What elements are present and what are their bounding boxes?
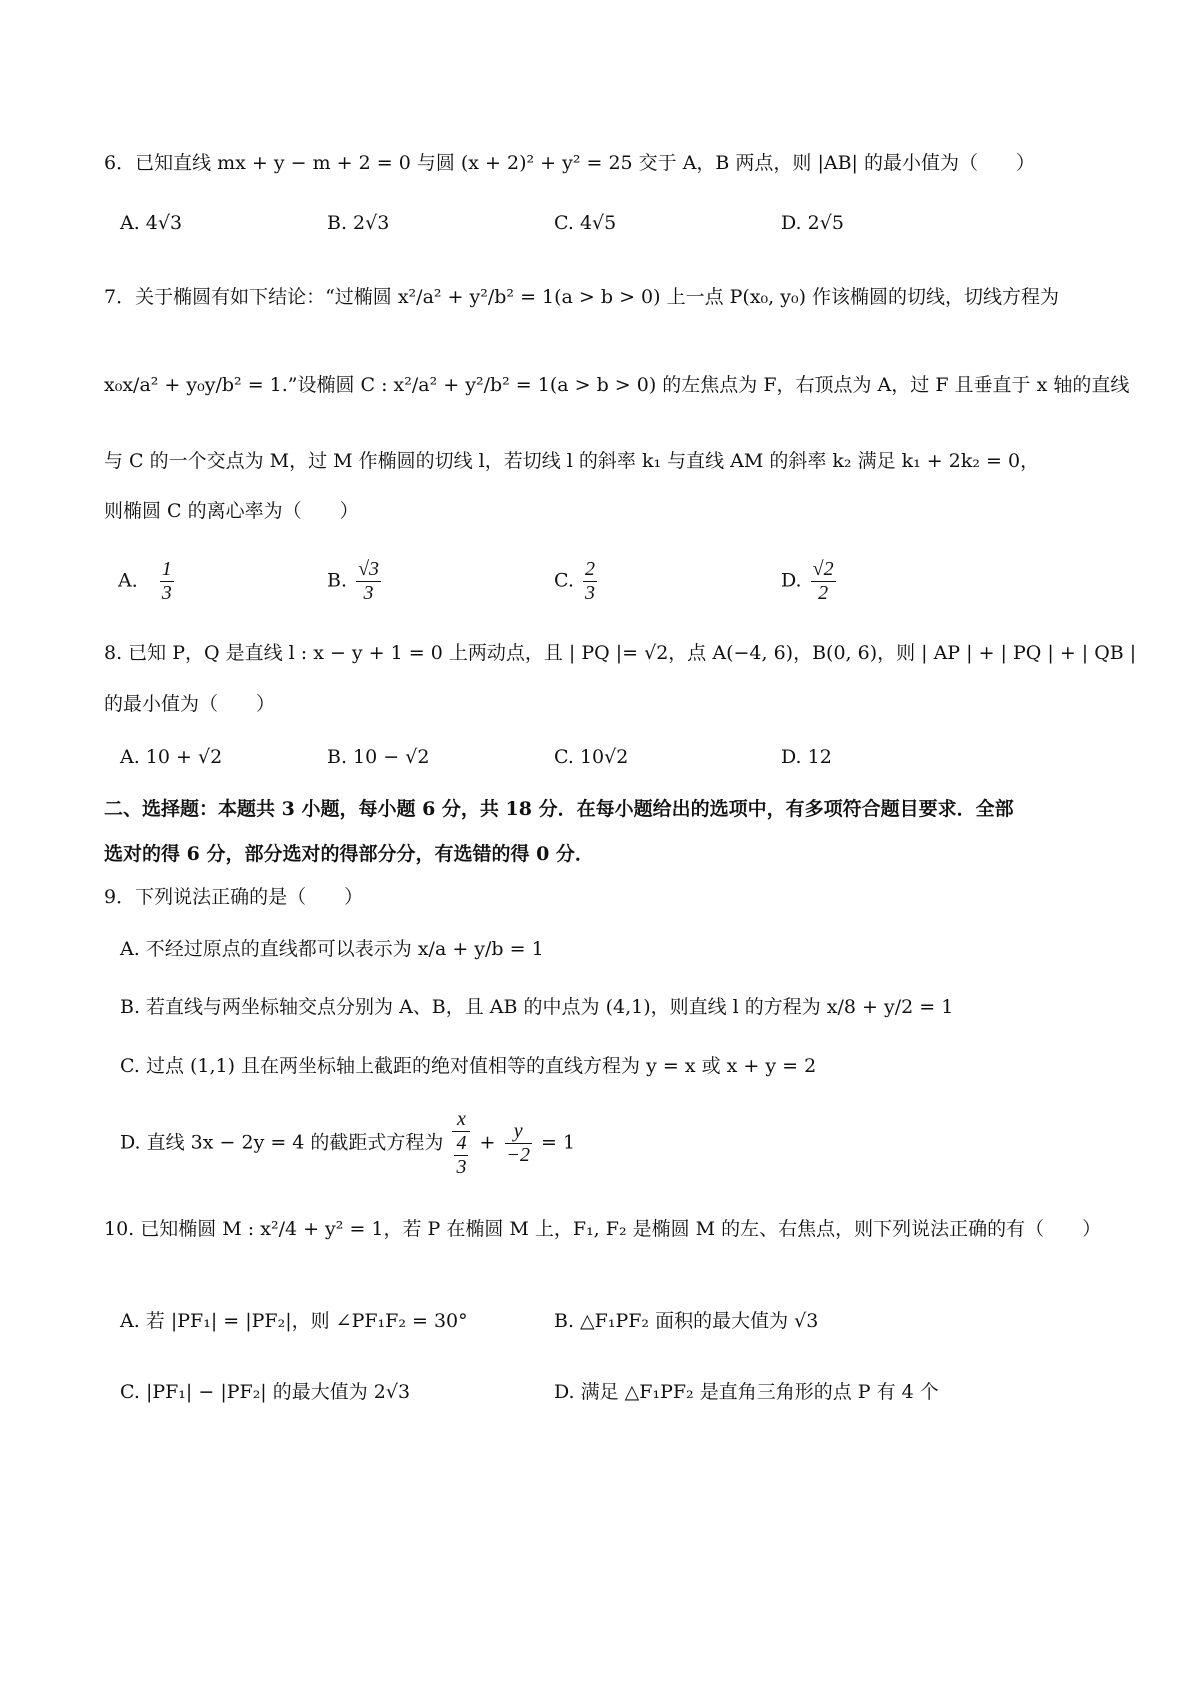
q7-option-b: [327, 558, 384, 605]
q6-option-c: C. 4√5: [554, 212, 617, 234]
q8-line2: 的最小值为（ ）: [104, 693, 276, 715]
q7-line2: x₀x/a² + y₀y/b² = 1.”设椭圆 C : x²/a² + y²/b² = 1(a > b > 0) 的左焦点为 F，右顶点为 A，过 F 且垂直于 x 轴的直线: [104, 374, 1130, 396]
fraction: $\frac{√2}{2}$: [812, 558, 834, 604]
q8-line1: 8. 已知 P，Q 是直线 l : x − y + 1 = 0 上两动点，且 | PQ |= √2，点 A(−4, 6)，B(0, 6)，则 | AP | + | PQ | + | QB |: [104, 642, 1137, 664]
q10-option-a: A. 若 |PF₁| = |PF₂|，则 ∠PF₁F₂ = 30°: [120, 1310, 468, 1332]
option-label: C.: [554, 569, 574, 592]
q6-option-a: A. 4√3: [120, 212, 183, 234]
fraction: $\frac{x}{\frac{4}{3}}$: [452, 1108, 470, 1179]
q7-line3: 与 C 的一个交点为 M，过 M 作椭圆的切线 l，若切线 l 的斜率 k₁ 与直线 AM 的斜率 k₂ 满足 k₁ + 2k₂ = 0，: [104, 450, 1040, 472]
q7-option-c: [554, 558, 600, 605]
q10-option-c: C. |PF₁| − |PF₂| 的最大值为 2√3: [120, 1381, 411, 1403]
option-label: B.: [327, 569, 348, 592]
fraction: $\frac{1}{3}$: [161, 558, 172, 604]
q7-line4: 则椭圆 C 的离心率为（ ）: [104, 500, 359, 522]
fraction: $\frac{√3}{3}$: [358, 558, 380, 604]
q7-option-a: [118, 558, 177, 605]
q7-line1: 7．关于椭圆有如下结论：“过椭圆 x²/a² + y²/b² = 1(a > b > 0) 上一点 P(x₀, y₀) 作该椭圆的切线，切线方程为: [104, 286, 1060, 308]
q10-option-b: B. △F₁PF₂ 面积的最大值为 √3: [554, 1310, 819, 1332]
q9-option-c: C. 过点 (1,1) 且在两坐标轴上截距的绝对值相等的直线方程为 y = x 或 x + y = 2: [120, 1055, 817, 1077]
q10-option-d: D. 满足 △F₁PF₂ 是直角三角形的点 P 有 4 个: [554, 1381, 939, 1403]
q8-option-c: C. 10√2: [554, 746, 629, 768]
fraction: $\frac{y}{-2}$: [506, 1120, 530, 1166]
fraction: $\frac{2}{3}$: [584, 558, 595, 604]
q8-option-a: A. 10 + √2: [120, 746, 223, 768]
q8-option-b: B. 10 − √2: [327, 746, 430, 768]
option-label: A．: [118, 569, 151, 592]
q9-option-b: B. 若直线与两坐标轴交点分别为 A、B，且 AB 的中点为 (4,1)，则直线 l 的方程为 x/8 + y/2 = 1: [120, 996, 954, 1018]
section-heading-line2: 选对的得 6 分，部分选对的得部分分，有选错的得 0 分．: [104, 843, 594, 865]
q6-option-b: B. 2√3: [327, 212, 390, 234]
q9-option-a: A. 不经过原点的直线都可以表示为 x/a + y/b = 1: [120, 938, 544, 960]
q6-option-d: D. 2√5: [781, 212, 844, 234]
section-heading-line1: 二、选择题：本题共 3 小题，每小题 6 分，共 18 分．在每小题给出的选项中，有多项符合题目要求．全部: [104, 798, 1014, 820]
q6-stem: 6．已知直线 mx + y − m + 2 = 0 与圆 (x + 2)² + y² = 25 交于 A，B 两点，则 |AB| 的最小值为（ ）: [104, 152, 1036, 174]
option-text: D. 直线 3x − 2y = 4 的截距式方程为: [120, 1131, 444, 1154]
q8-option-d: D. 12: [781, 746, 832, 768]
option-label: D.: [781, 569, 802, 592]
q10-stem: 10. 已知椭圆 M : x²/4 + y² = 1，若 P 在椭圆 M 上，F₁, F₂ 是椭圆 M 的左、右焦点，则下列说法正确的有（ ）: [104, 1218, 1102, 1240]
q7-option-d: [781, 558, 839, 605]
q9-option-d: D. 直线 3x − 2y = 4 的截距式方程为 $\frac{x}{\frac{4}{3}}$ + $\frac{y}{-2}$ = 1: [120, 1108, 576, 1178]
q9-stem: 9．下列说法正确的是（ ）: [104, 886, 364, 908]
